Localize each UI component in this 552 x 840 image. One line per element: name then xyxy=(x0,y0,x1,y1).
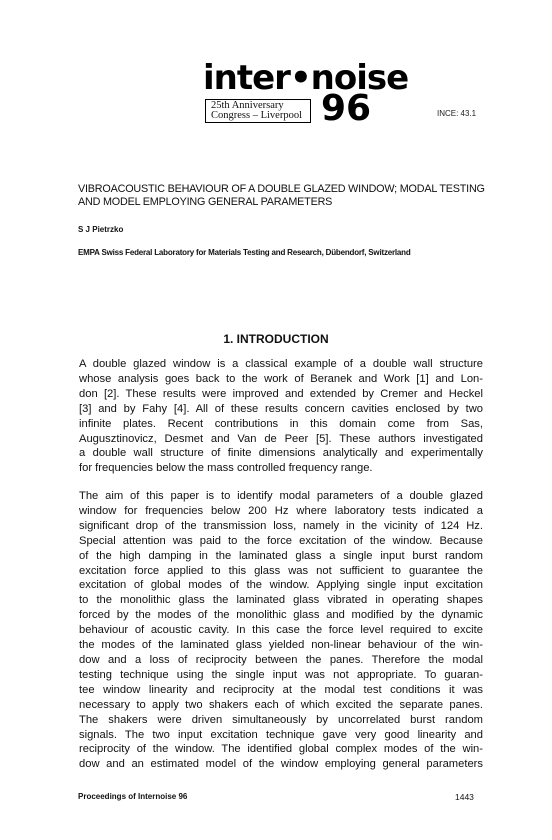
logo-line-1: 25th Anniversary xyxy=(211,100,284,111)
text-line: the modes of the laminated glass yielded non-linear behaviour of the win- xyxy=(79,639,483,652)
text-line: excitation of global modes of the window. Applying single input excitation xyxy=(79,579,483,592)
text-line: tee window linearity and reciprocity at the modal test conditions it was xyxy=(79,683,483,696)
text-line: A double glazed window is a classical example of a double wall structure xyxy=(79,358,483,370)
logo-anniversary-box xyxy=(205,99,311,123)
author: S J Pietrzko xyxy=(78,225,124,234)
footer-proceedings: Proceedings of Internoise 96 xyxy=(78,792,188,801)
text-line: The shakers were driven simultaneously by uncorrelated burst random xyxy=(79,713,483,726)
logo-year: 96 xyxy=(321,88,372,129)
paragraph-2 xyxy=(79,489,483,772)
text-line: Special attention was paid to the force excitation of the window. Because xyxy=(79,534,483,547)
text-line: dow and an estimated model of the window employing general parameters xyxy=(79,758,483,771)
paper-title: VIBROACOUSTIC BEHAVIOUR OF A DOUBLE GLAZED WINDOW; MODAL TESTING AND MODEL EMPLOYING GENERAL PARAMETERS xyxy=(78,183,485,208)
text-line: signals. The two input excitation technique gave very good linearity and xyxy=(79,728,483,741)
paper-code: INCE: 43.1 xyxy=(437,109,477,118)
text-line: for frequencies below the mass controlled frequency range. xyxy=(79,462,373,475)
text-line: necessary to apply two shakers each of which excited the separate panes. xyxy=(79,698,483,711)
text-line: of the high damping in the laminated glass a single input burst random xyxy=(79,549,483,562)
text-line: dow and a loss of reciprocity between the panes. Therefore the modal xyxy=(79,653,483,666)
text-line: [3] and by Fahy [4]. All of these results concern cavities enclosed by two xyxy=(79,402,483,415)
conference-logo xyxy=(203,58,409,130)
logo-wordmark: inter•noise xyxy=(203,58,409,98)
text-line: significant drop of the transmission loss, namely in the vicinity of 124 Hz. xyxy=(79,519,483,532)
text-line: window for frequencies below 200 Hz where laboratory tests indicated a xyxy=(79,504,483,517)
text-line: testing technique using the single input was not appropriate. To guaran- xyxy=(79,668,483,681)
text-line: reciprocity of the window. The identified global complex modes of the win- xyxy=(79,743,483,756)
text-line: infinite plates. Recent contributions in this domain come from Sas, xyxy=(79,417,483,430)
text-line: excitation force applied to this glass was not sufficient to guarantee the xyxy=(79,564,483,577)
text-line: behaviour of acoustic cavity. In this case the force level required to excite xyxy=(79,624,483,637)
text-line: whose analysis goes back to the work of Beranek and Work [1] and Lon- xyxy=(79,372,483,385)
text-line: to the monolithic glass the laminated glass vibrated in operating shapes xyxy=(79,594,483,607)
text-line: Augusztinovicz, Desmet and Van de Peer [5]. These authors investigated xyxy=(79,432,483,445)
text-line: forced by the modes of the monolithic glass and modified by the dynamic xyxy=(79,609,483,622)
affiliation: EMPA Swiss Federal Laboratory for Materials Testing and Research, Dübendorf, Switzerland xyxy=(78,248,411,257)
text-line: The aim of this paper is to identify modal parameters of a double glazed xyxy=(79,490,483,502)
paragraph-1 xyxy=(79,357,483,476)
text-line: a double wall structure of finite dimensions analytically and experimentally xyxy=(79,447,483,460)
section-heading: 1. INTRODUCTION xyxy=(223,332,329,346)
page-number: 1443 xyxy=(455,792,474,802)
text-line: don [2]. These results were improved and extended by Cremer and Heckel xyxy=(79,387,483,400)
logo-line-2: Congress – Liverpool xyxy=(211,110,302,121)
